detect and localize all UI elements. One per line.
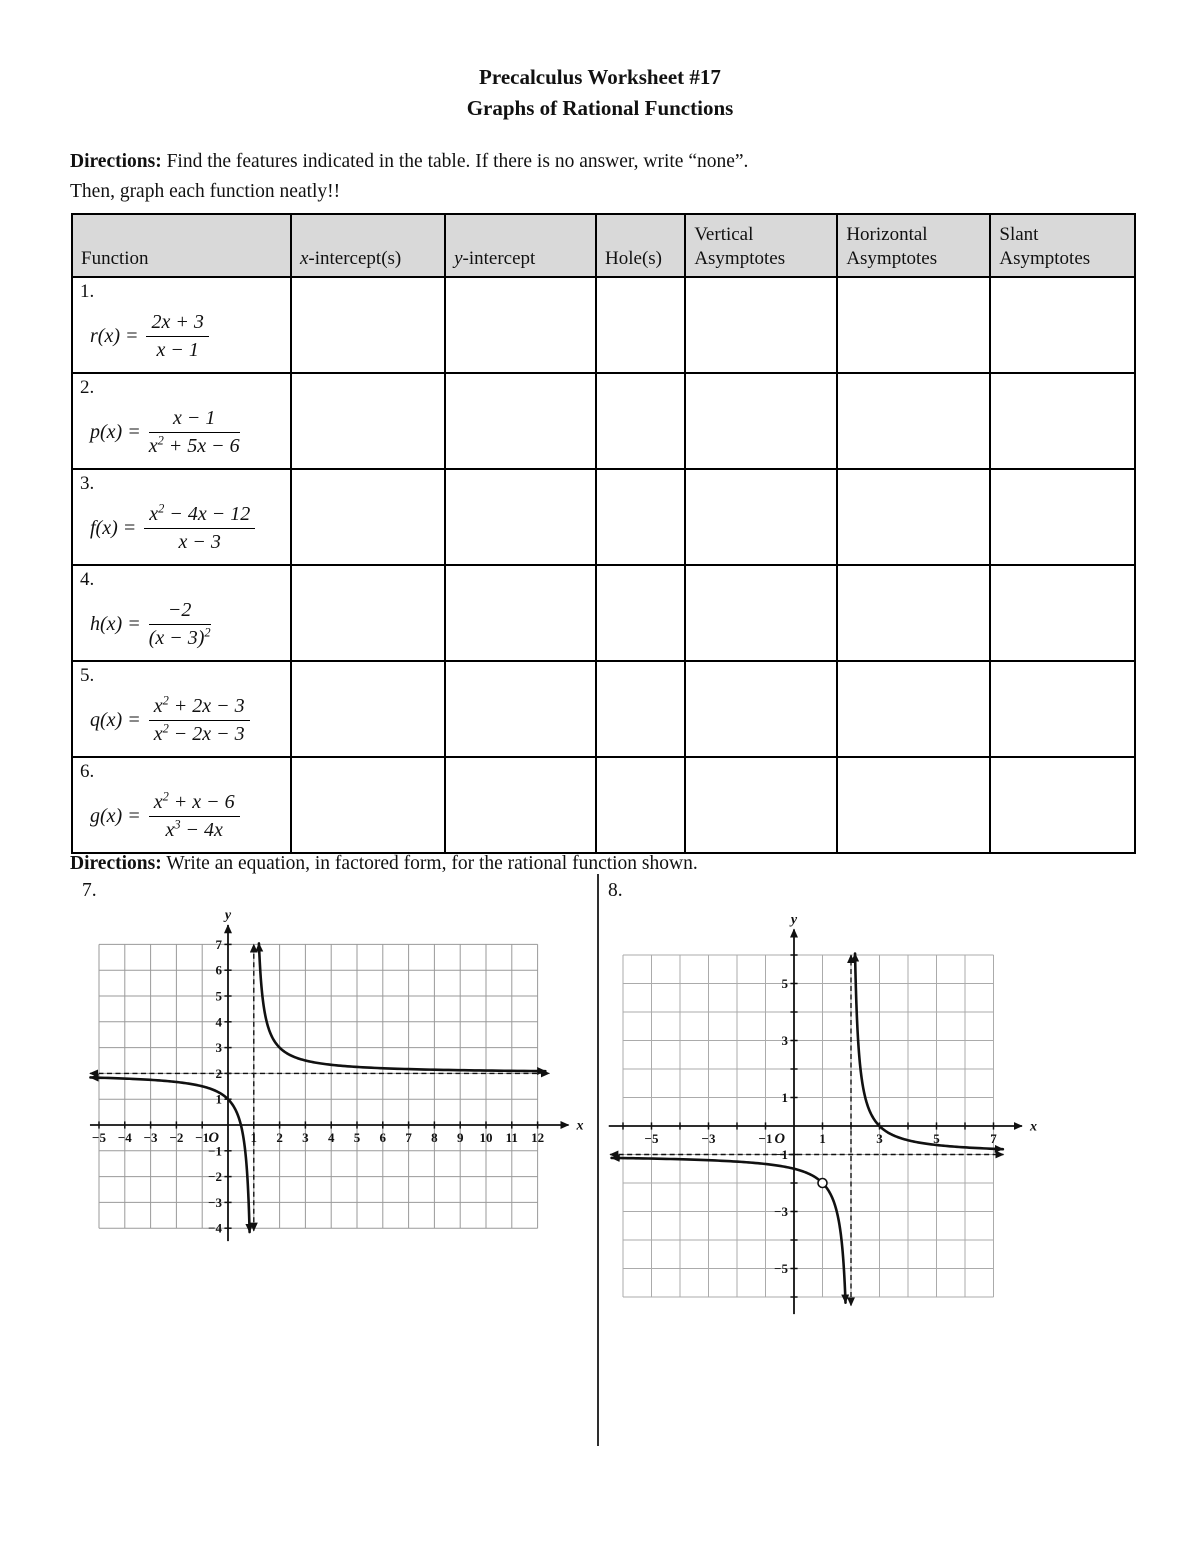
answer-cell — [837, 661, 990, 757]
answer-cell — [837, 277, 990, 373]
problem-number: 3. — [80, 473, 95, 494]
problem-number: 4. — [80, 569, 95, 590]
function-formula: f(x) = $\frac{x^2 - 4x - 12}{x - 3}$ — [90, 495, 283, 561]
problem-number: 6. — [80, 761, 95, 782]
answer-cell — [990, 277, 1135, 373]
function-cell — [72, 277, 291, 373]
axis-ticks — [99, 944, 538, 1228]
answer-cell — [837, 373, 990, 469]
answer-cell — [291, 373, 445, 469]
y-tick-label: 5 — [781, 976, 788, 991]
x-tick-label: 9 — [456, 1130, 464, 1145]
answer-cell — [685, 469, 837, 565]
directions-2-text: Write an equation, in factored form, for the rational function shown. — [161, 853, 698, 874]
function-cell — [72, 757, 291, 853]
column-header: x-intercept(s) — [291, 214, 445, 277]
answer-cell — [990, 469, 1135, 565]
function-row — [72, 469, 1135, 565]
answer-cell — [445, 277, 596, 373]
function-curve-branch — [855, 954, 1003, 1150]
column-header: Function — [72, 214, 291, 277]
x-tick-label: 2 — [276, 1130, 283, 1145]
answer-cell — [291, 469, 445, 565]
answer-cell — [685, 661, 837, 757]
function-row — [72, 277, 1135, 373]
x-tick-label: 7 — [990, 1131, 997, 1146]
function-row — [72, 373, 1135, 469]
directions-1 — [70, 147, 1070, 207]
y-tick-label: 3 — [215, 1040, 222, 1056]
column-header: Vertical Asymptotes — [685, 214, 837, 277]
x-tick-label: 10 — [479, 1130, 493, 1145]
answer-cell — [990, 565, 1135, 661]
function-curve-branch — [90, 1077, 249, 1232]
function-formula: h(x) = $\frac{-2}{(x - 3)^2}$ — [90, 598, 211, 649]
x-axis-letter: x — [1030, 1119, 1037, 1135]
answer-cell — [596, 277, 685, 373]
answer-cell — [990, 373, 1135, 469]
answer-cell — [596, 661, 685, 757]
x-tick-label: 7 — [405, 1130, 412, 1145]
answer-cell — [445, 661, 596, 757]
answer-cell — [990, 757, 1135, 853]
worksheet-subtitle: Graphs of Rational Functions — [466, 96, 734, 120]
y-tick-label: −2 — [208, 1169, 222, 1185]
answer-cell — [685, 373, 837, 469]
answer-cell — [291, 661, 445, 757]
directions-1-label: Directions: — [70, 151, 162, 172]
x-tick-label: 1 — [819, 1131, 826, 1146]
y-tick-label: −5 — [774, 1261, 788, 1276]
y-tick-label: 1 — [215, 1091, 222, 1107]
answer-cell — [596, 469, 685, 565]
function-row — [72, 757, 1135, 853]
directions-2 — [70, 849, 1070, 879]
problem-number: 2. — [80, 377, 95, 398]
answer-cell — [837, 469, 990, 565]
problem-number: 1. — [80, 281, 95, 302]
y-tick-label: 4 — [215, 1014, 222, 1030]
answer-cell — [596, 373, 685, 469]
x-tick-label: 5 — [933, 1131, 940, 1146]
answer-cell — [291, 277, 445, 373]
x-tick-label: −1 — [195, 1130, 210, 1145]
x-tick-label: 5 — [353, 1130, 361, 1145]
function-cell — [72, 565, 291, 661]
x-tick-label: 6 — [379, 1130, 387, 1145]
x-tick-label: 3 — [876, 1131, 883, 1146]
x-tick-label: −5 — [644, 1131, 659, 1146]
x-tick-label: −3 — [143, 1130, 158, 1145]
answer-cell — [596, 565, 685, 661]
problem-7-label: 7. — [82, 880, 97, 901]
answer-cell — [445, 757, 596, 853]
y-tick-label: −4 — [208, 1220, 222, 1236]
answer-cell — [291, 565, 445, 661]
column-header: Hole(s) — [596, 214, 685, 277]
answer-cell — [837, 757, 990, 853]
y-tick-label: −1 — [208, 1143, 222, 1159]
y-tick-label: 7 — [215, 936, 222, 952]
x-tick-label: 12 — [531, 1130, 545, 1145]
rational-functions-table — [71, 213, 1136, 854]
problem-8-label: 8. — [608, 880, 623, 901]
column-header: Horizontal Asymptotes — [837, 214, 990, 277]
graph-8 — [598, 898, 1060, 1320]
function-curve-branch — [612, 1158, 846, 1303]
answer-cell — [685, 565, 837, 661]
origin-label: O — [208, 1130, 219, 1146]
answer-cell — [685, 757, 837, 853]
answer-cell — [596, 757, 685, 853]
answer-cell — [445, 373, 596, 469]
x-tick-label: −1 — [758, 1131, 773, 1146]
directions-1-text: Find the features indicated in the table. If there is no answer, write “none”. — [161, 151, 749, 172]
answer-cell — [990, 661, 1135, 757]
function-formula: r(x) = $\frac{2x + 3}{x - 1}$ — [90, 303, 283, 369]
table-header-row — [72, 214, 1135, 277]
x-tick-label: −5 — [92, 1130, 106, 1145]
function-formula: p(x) = $\frac{x - 1}{x^2 + 5x - 6}$ — [90, 406, 240, 457]
x-tick-label: 1 — [250, 1130, 258, 1145]
y-tick-label: −3 — [774, 1204, 788, 1219]
y-axis-letter: y — [790, 912, 798, 928]
function-cell — [72, 661, 291, 757]
x-tick-label: 3 — [302, 1130, 309, 1145]
y-axis-letter: y — [224, 908, 232, 924]
y-tick-label: 6 — [215, 962, 222, 978]
answer-cell — [445, 565, 596, 661]
answer-cell — [837, 565, 990, 661]
origin-label: O — [774, 1131, 785, 1147]
x-tick-label: 11 — [505, 1130, 518, 1145]
directions-2-label: Directions: — [70, 853, 162, 874]
worksheet-title: Precalculus Worksheet #17 — [479, 65, 721, 89]
hole-marker — [818, 1179, 827, 1188]
directions-1-line2: Then, graph each function neatly!! — [70, 181, 341, 202]
x-tick-label: −3 — [701, 1131, 716, 1146]
y-tick-label: 1 — [781, 1090, 788, 1105]
x-axis-letter: x — [576, 1118, 584, 1134]
answer-cell — [445, 469, 596, 565]
function-row — [72, 565, 1135, 661]
y-tick-label: 5 — [215, 988, 222, 1004]
problem-number: 5. — [80, 665, 95, 686]
x-tick-label: 8 — [431, 1130, 438, 1145]
function-row — [72, 661, 1135, 757]
y-tick-label: 2 — [215, 1065, 222, 1081]
x-tick-label: 4 — [327, 1130, 335, 1145]
function-formula: g(x) = $\frac{x^2 + x - 6}{x^3 - 4x}$ — [90, 783, 283, 849]
y-tick-label: −3 — [208, 1194, 222, 1210]
grid — [99, 944, 538, 1228]
function-cell — [72, 373, 291, 469]
x-tick-label: −4 — [117, 1130, 132, 1145]
function-cell — [72, 469, 291, 565]
function-curve-branch — [259, 943, 545, 1071]
column-header: y-intercept — [445, 214, 596, 277]
graph-7 — [55, 898, 615, 1270]
function-formula: q(x) = $\frac{x^2 + 2x - 3}{x^2 - 2x - 3}$ — [90, 687, 283, 753]
worksheet-title-block — [0, 62, 1200, 124]
y-tick-label: −1 — [774, 1147, 788, 1162]
answer-cell — [685, 277, 837, 373]
y-tick-label: 3 — [781, 1033, 788, 1048]
column-header: Slant Asymptotes — [990, 214, 1135, 277]
x-tick-label: −2 — [169, 1130, 184, 1145]
answer-cell — [291, 757, 445, 853]
